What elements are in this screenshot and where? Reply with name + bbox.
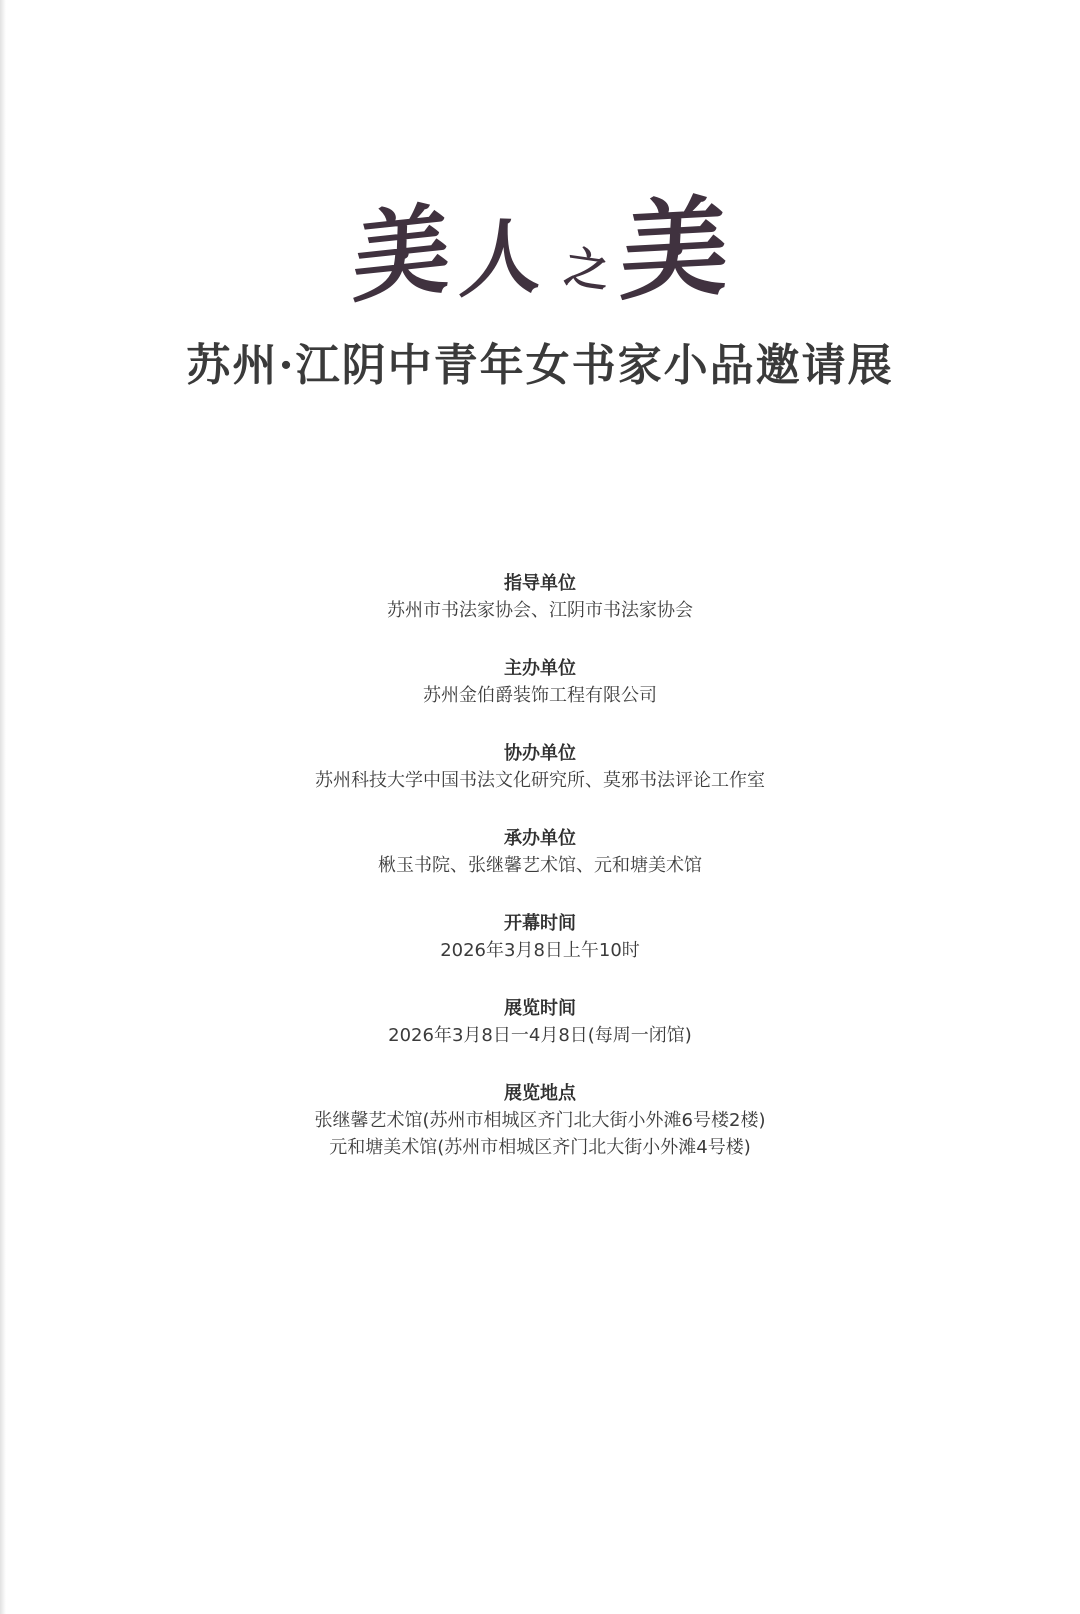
venue-line-1: 张继馨艺术馆(苏州市相城区齐门北大街小外滩6号楼2楼): [314, 1110, 766, 1131]
exhibition-title: 苏州·江阴中青年女书家小品邀请展: [186, 340, 894, 391]
section-label: 协办单位: [504, 743, 576, 764]
section-label: 开幕时间: [504, 913, 576, 934]
calligraphy-char-2: 人: [456, 207, 549, 311]
calligraphy-char-4: 美: [617, 183, 733, 317]
section-guidance: [0, 570, 1080, 624]
calligraphy-title: [0, 183, 1080, 332]
section-label: 承办单位: [504, 828, 576, 849]
section-label: 展览时间: [504, 998, 576, 1019]
section-opening-time: [0, 910, 1080, 964]
section-exhibition-period: [0, 995, 1080, 1049]
section-value: 苏州市书法家协会、江阴市书法家协会: [387, 600, 693, 621]
section-value: 2026年3月8日上午10时: [440, 940, 640, 961]
section-label: 展览地点: [504, 1083, 576, 1104]
section-value: 苏州金伯爵装饰工程有限公司: [423, 685, 657, 706]
section-organizer: [0, 655, 1080, 709]
section-value: 楸玉书院、张继馨艺术馆、元和塘美术馆: [378, 855, 702, 876]
section-value: 2026年3月8日一4月8日(每周一闭馆): [388, 1025, 692, 1046]
section-value: 苏州科技大学中国书法文化研究所、莫邪书法评论工作室: [315, 770, 765, 791]
section-label: 指导单位: [504, 573, 576, 594]
exhibition-info: [0, 570, 1080, 1192]
calligraphy-char-3: 之: [561, 241, 613, 299]
section-venue: [0, 1080, 1080, 1161]
section-label: 主办单位: [504, 658, 576, 679]
section-host: [0, 825, 1080, 879]
section-co-organizer: [0, 740, 1080, 794]
calligraphy-char-1: 美: [350, 191, 453, 318]
venue-line-2: 元和塘美术馆(苏州市相城区齐门北大街小外滩4号楼): [329, 1137, 751, 1158]
